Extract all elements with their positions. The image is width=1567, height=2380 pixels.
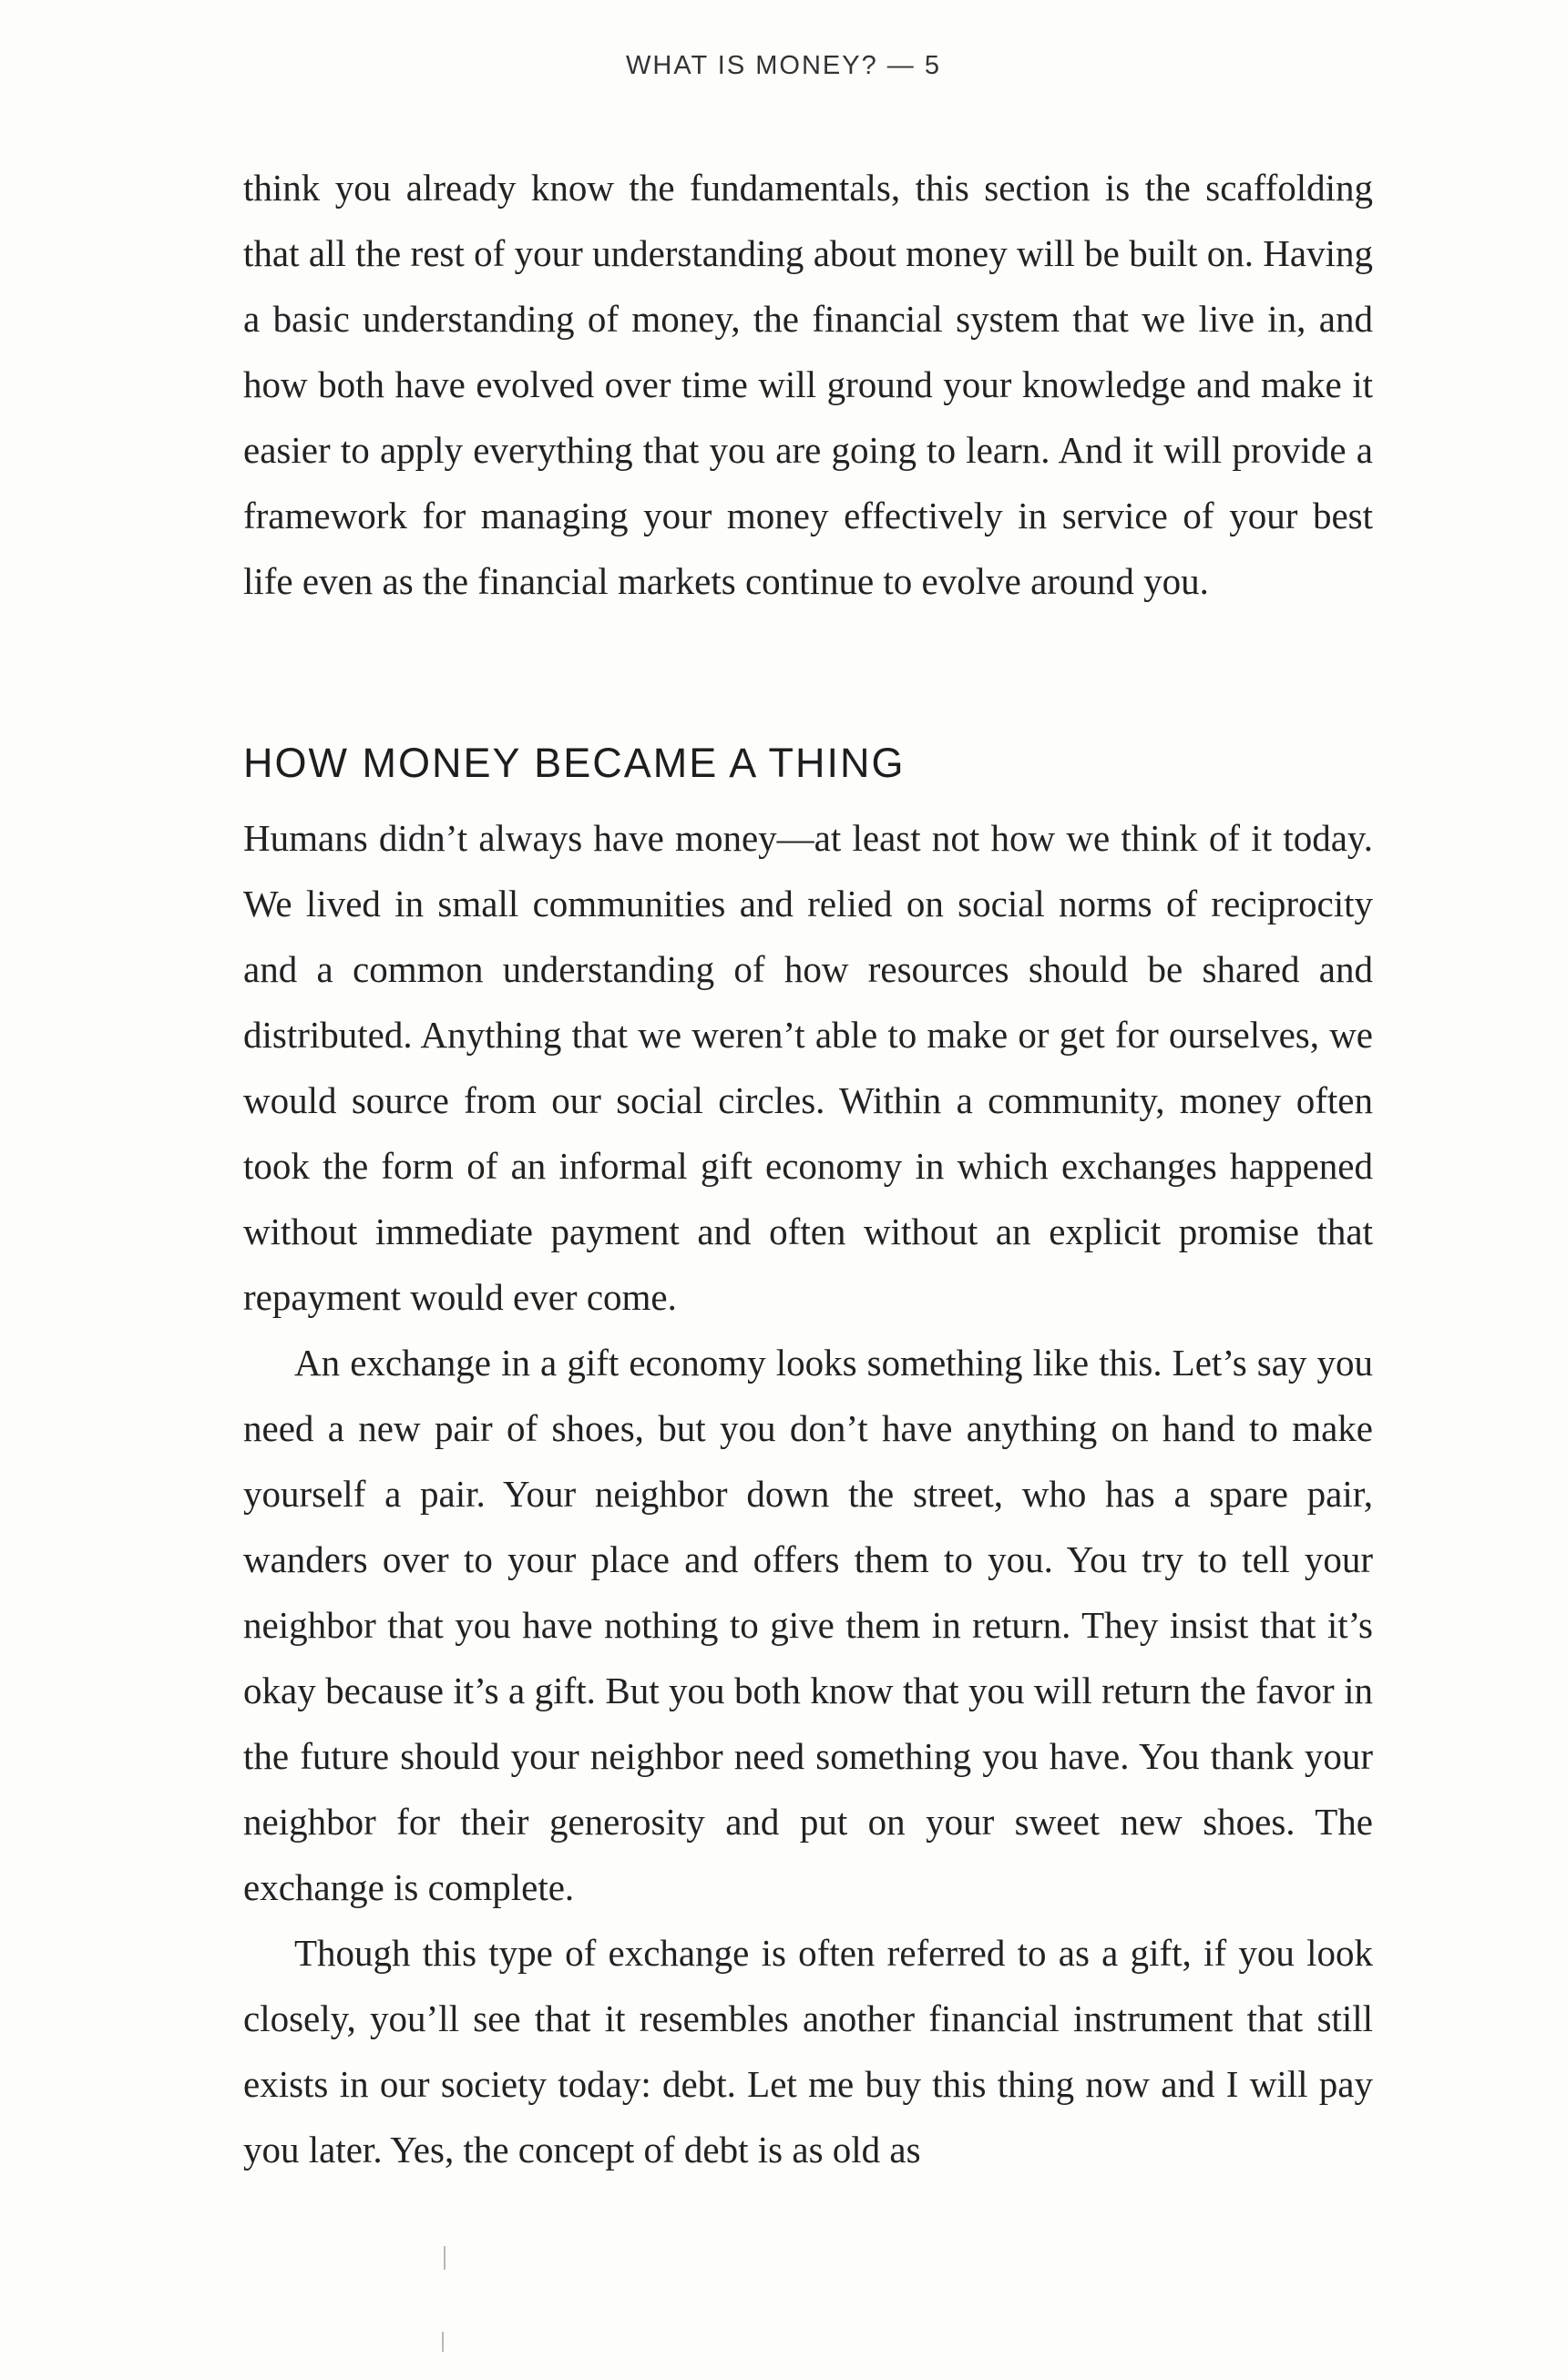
intro-paragraph: think you already know the fundamentals, this section is the scaffolding that all the rest of your understanding about money will be built on. Having a basic understanding of money, the financial system that we live in, and how both have evolved over time will ground your knowledge and make it easier to apply everything that you are going to learn. And it will provide a framework for managing your money effectively in service of your best life even as the financial markets continue to evolve around you. — [243, 167, 1373, 602]
section-paragraph-3: Though this type of exchange is often referred to as a gift, if you look closely, you’ll see that it resembles another financial instrument that still exists in our society today: debt. Let me buy this thing now and I will pay you later. Yes, the concept of debt is as old as — [243, 1932, 1373, 2171]
intro-paragraph-block — [243, 155, 1373, 614]
section-heading: HOW MONEY BECAME A THING — [243, 740, 906, 786]
section-body — [243, 805, 1373, 2182]
section-paragraph-2: An exchange in a gift economy looks something like this. Let’s say you need a new pair of shoes, but you don’t have anything on hand to make yourself a pair. Your neighbor down the street, who has a spare pair, wanders over to your place and offers them to you. You try to tell your neighbor that you have nothing to give them in return. They insist that it’s okay because it’s a gift. But you both know that you will return the favor in the future should your neighbor need something you have. You thank your neighbor for their generosity and put on your sweet new shoes. The exchange is complete. — [243, 1342, 1373, 1908]
scan-speck-mark — [442, 2332, 444, 2352]
running-head: WHAT IS MONEY? — 5 — [626, 51, 941, 80]
section-paragraph-1: Humans didn’t always have money—at least not how we think of it today. We lived in small communities and relied on social norms of reciprocity and a common understanding of how resources should be shared and distributed. Anything that we weren’t able to make or get for ourselves, we would source from our social circles. Within a community, money often took the form of an informal gift economy in which exchanges happened without immediate payment and often without an explicit promise that repayment would ever come. — [243, 817, 1373, 1318]
scan-speck-mark — [444, 2246, 446, 2270]
